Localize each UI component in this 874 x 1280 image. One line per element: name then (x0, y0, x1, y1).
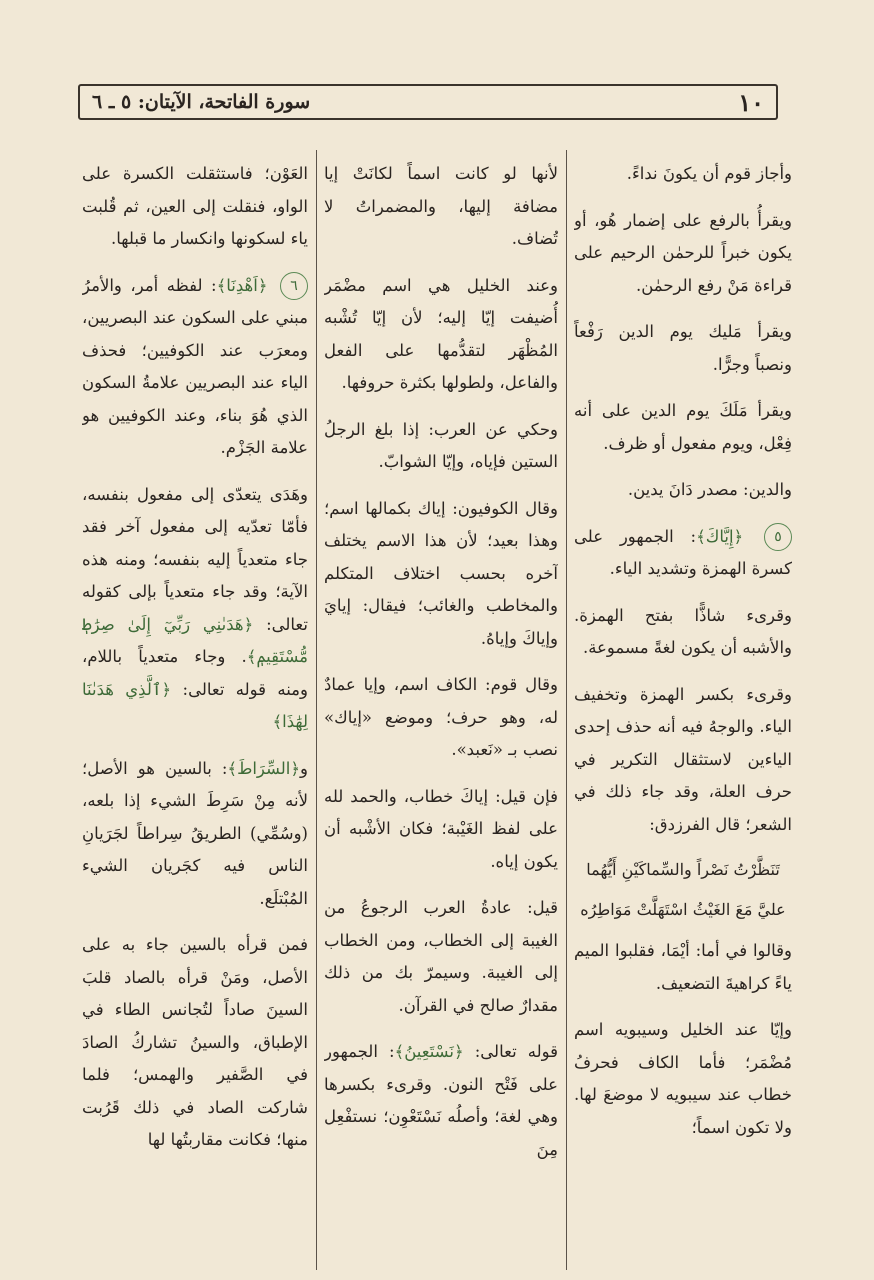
paragraph (574, 521, 792, 586)
paragraph-text: : الجمهور على فَتْح النون. وقرىء بكسرها وهي لغة؛ وأصلُه نَسْتَعْوِن؛ نستفْعِل مِنَ (324, 1042, 558, 1159)
column-divider-right (566, 150, 567, 1270)
paragraph-text: وهَدَى يتعدّى إلى مفعول بنفسه، فأمّا تعدّيه إلى مفعول آخر فقد جاء متعدياً إليه بنفسه؛ ومنه هذه الآية؛ وقد جاء متعدياً بإلى كقوله تعالى: (82, 484, 308, 634)
paragraph: وإيّا عند الخليل وسيبويه اسم مُضْمَر؛ فأما الكاف فحرفُ خطاب عند سيبويه لا موضعَ لها. ولا تكون اسماً؛ (574, 1020, 792, 1137)
paragraph-text: : الجمهور على كسرة الهمزة وتشديد الياء. (574, 526, 792, 578)
paragraph-text: و (300, 758, 308, 778)
paragraph: وأجاز قوم أن يكونَ نداءً. (626, 164, 792, 183)
quran-quote: ﴿هَدَىٰنِي رَبِّيٓ إِلَىٰ صِرَٰطٖ مُّسْتَقِيمٖ﴾ (82, 614, 308, 666)
page-number: ١٠ (738, 87, 764, 117)
paragraph: العَوْن؛ فاستثقلت الكسرة على الواو، فنقلت إلى العين، ثم قُلبت ياء لسكونها وانكسار ما قبلها. (82, 164, 308, 248)
paragraph-text: قوله تعالى: (474, 1042, 558, 1061)
poem-verse-first: تَنَظَّرْتُ نَصْراً والسِّماكَيْنِ أَيُّهُما (586, 860, 780, 879)
running-title: سورة الفاتحة، الآيتان: ٥ ـ ٦ (92, 91, 311, 113)
column-middle (324, 158, 558, 1268)
paragraph-text: . وجاء متعدياً باللام، ومنه قوله تعالى: (82, 647, 308, 699)
paragraph: فإن قيل: إياكَ خطاب، والحمد لله على لفظ الغَيْبة؛ فكان الأشْبه أن يكون إياه. (324, 786, 558, 871)
paragraph: وقرىء شاذًّا بفتح الهمزة. والأشبه أن يكون لغةً مسموعة. (574, 605, 792, 657)
quran-quote: ﴿اَهْدِنَا﴾ (216, 275, 268, 295)
paragraph-text: : لفظه أمر، والأمرُ مبني على السكون عند البصريين، ومعرَب عند الكوفيين؛ فحذف الياء عند البصريين علامةُ السكون الذي هُوَ بناء، وعند الكوفيين هو علامة الجَزْم. (82, 275, 308, 457)
paragraph (324, 1036, 558, 1166)
paragraph-text: : بالسين هو الأصل؛ لأنه مِنْ سَرِطَ الشيء إذا بلعه، (وسُمِّي) الطريقُ سِراطاً لجَرَيانِ الناس فيه كجَريان الشيء المُبْتلَع. (82, 758, 308, 908)
quran-quote: ﴿إِيَّاكَ﴾ (696, 526, 744, 546)
paragraph: وقال قوم: الكاف اسم، وإيا عمادٌ له، وهو حرف؛ وموضع «إياك» نصب بـ «نَعبد». (324, 675, 558, 759)
paragraph: ويقرأ مَلَكَ يوم الدين على أنه فِعْل، ويوم مفعول أو ظرف. (574, 401, 792, 453)
quran-quote: ﴿ٱلَّذِي هَدَىٰنَا لِهَٰذَا﴾ (82, 679, 308, 731)
verse-number-marker: ٦ (280, 272, 308, 300)
running-header (78, 84, 778, 120)
paragraph: فمن قرأه بالسين جاء به على الأصل، ومَنْ قرأه بالصاد قلبَ السينَ صاداً لتُجانس الطاء في الإطباق، والسينُ تشاركُ الصادَ في الصَّفير والهمس؛ فلما شاركت الصاد في ذلك قَرُبت منها؛ فكانت مقاربتُها لها (82, 935, 308, 1149)
column-divider-left (316, 150, 317, 1270)
paragraph (82, 270, 308, 465)
poem-verse-second: عليَّ مَعَ الغَيْثُ اسْتَهَلَّتْ مَوَاطِرُه (580, 900, 786, 919)
column-right (574, 158, 792, 1268)
paragraph: وقالوا في أما: أيْمَا، فقلبوا الميم ياءً كراهيةَ التضعيف. (574, 941, 792, 993)
paragraph: قيل: عادةُ العرب الرجوعُ من الغيبة إلى الخطاب، ومن الخطاب إلى الغيبة. وسيمرّ بك من ذلك مقدارٌ صالح في القرآن. (324, 898, 558, 1015)
column-left (82, 158, 308, 1268)
quran-quote: ﴿نَسْتَعِينُ﴾ (394, 1042, 464, 1061)
paragraph: لأنها لو كانت اسماً لكانَتْ إيا مضافة إليها، والمضمراتُ لا تُضاف. (324, 164, 558, 248)
paragraph: وعند الخليل هي اسم مضْمَر أُضيفت إيّا إليه؛ لأن إيّا تُشْبه المُظْهَر لتقدُّمها على الفعل والفاعل، ولطولها بكثرة حروفها. (324, 275, 558, 392)
paragraph: ويقرأ مَليك يوم الدين رَفْعاً ونصباً وجرًّا. (574, 322, 792, 374)
paragraph: وقرىء بكسر الهمزة وتخفيف الياء. والوجهُ فيه أنه حذف إحدى الياءين لاستثقال التكرير في حرف العلة، وقد جاء ذلك في الشعر؛ قال الفرزدق: (574, 684, 792, 834)
paragraph: والدين: مصدر دَانَ يدين. (627, 480, 792, 499)
paragraph: ويقرأُ بالرفع على إضمار هُو، أو يكون خبراً للرحمٰن الرحيم على قراءة مَنْ رفع الرحمٰن. (574, 210, 792, 295)
verse-number-marker: ٥ (764, 523, 792, 551)
paragraph (82, 753, 308, 916)
paragraph (82, 479, 308, 739)
quran-quote: ﴿السِّرَاطَ﴾ (227, 758, 301, 778)
paragraph: وقال الكوفيون: إياك بكمالها اسم؛ وهذا بعيد؛ لأن هذا الاسم يختلف آخره بحسب اختلاف المتكلم والمخاطب والغائب؛ فيقال: إيايَ وإياكَ وإياهُ. (324, 498, 558, 648)
paragraph: وحكي عن العرب: إذا بلغ الرجلُ الستين فإياه، وإيّا الشوابّ. (324, 419, 558, 471)
